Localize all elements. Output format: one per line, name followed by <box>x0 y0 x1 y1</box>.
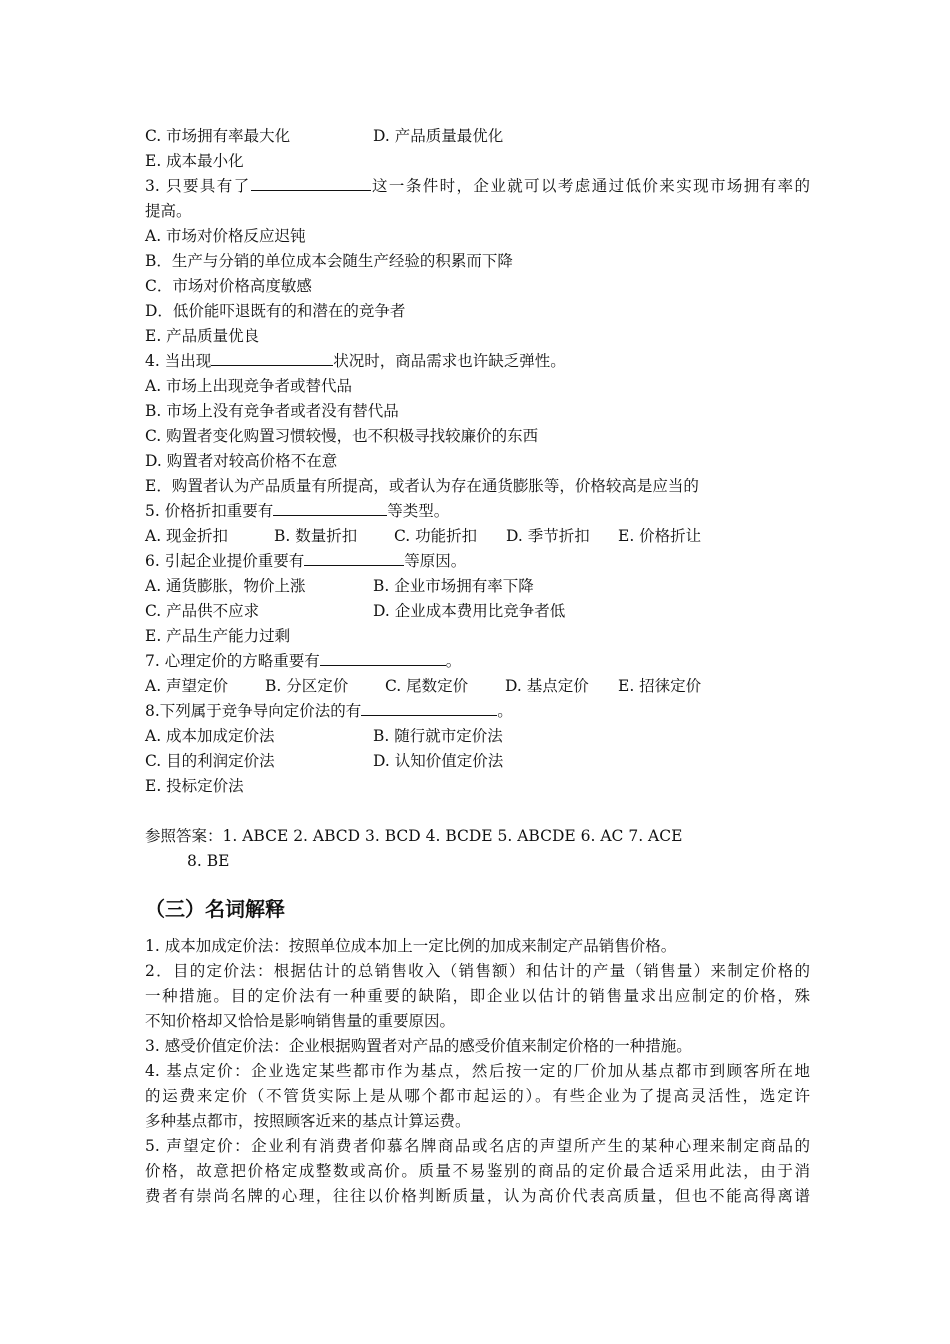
q5-option-d: D. 季节折扣 <box>506 527 590 545</box>
q7-option-b: B. 分区定价 <box>265 677 349 695</box>
definition-line: 多种基点都市，按照顾客近来的基点计算运费。 <box>145 1112 471 1130</box>
q8-options-ab <box>145 724 810 749</box>
definition-line: 的运费来定价（不管货实际上是从哪个都市起运的）。有些企业为了提高灵活性，选定许 <box>145 1087 810 1105</box>
q2-option-c: C. 市场拥有率最大化 <box>145 127 291 145</box>
q7-option-c: C. 尾数定价 <box>385 677 469 695</box>
q6-stem: 6. 引起企业提价重要有 等原因。 <box>145 552 467 570</box>
q5-option-e: E. 价格折让 <box>618 527 702 545</box>
q7-option-e: E. 招徕定价 <box>618 677 702 695</box>
q3-stem: 3. 只要具有了 这一条件时，企业就可以考虑通过低价来实现市场拥有率的 <box>145 177 810 195</box>
q6-options-ab <box>145 574 810 599</box>
q6-option-a: A. 通货膨胀，物价上涨 <box>145 577 306 595</box>
definition-line: 2．目的定价法：根据估计的总销售收入（销售额）和估计的产量（销售量）来制定价格的 <box>145 962 810 980</box>
answer-blank <box>273 500 387 516</box>
definition-line: 5. 声望定价：企业利有消费者仰慕名牌商品或名店的声望所产生的某种心理来制定商品的 <box>145 1137 810 1155</box>
spacer <box>145 799 810 824</box>
q6-option-c: C. 产品供不应求 <box>145 602 260 620</box>
q8-option-a: A. 成本加成定价法 <box>145 727 275 745</box>
q2-option-e: E. 成本最小化 <box>145 152 244 170</box>
q6-option-d: D. 企业成本费用比竞争者低 <box>373 602 566 620</box>
answer-key: 参照答案：1. ABCE 2. ABCD 3. BCD 4. BCDE 5. ABCDE 6. AC 7. ACE <box>145 827 683 845</box>
q5-stem: 5. 价格折扣重要有 等类型。 <box>145 502 450 520</box>
q7-options <box>145 674 810 699</box>
definition-line: 一种措施。目的定价法有一种重要的缺陷，即企业以估计的销售量求出应制定的价格，殊 <box>145 987 810 1005</box>
definition-line: 费者有崇尚名牌的心理，往往以价格判断质量，认为高价代表高质量，但也不能高得离谱 <box>145 1187 810 1205</box>
q6-options-cd <box>145 599 810 624</box>
q5-option-c: C. 功能折扣 <box>394 527 478 545</box>
q2-options-cd <box>145 124 810 149</box>
q5-option-a: A. 现金折扣 <box>145 527 229 545</box>
q7-stem: 7. 心理定价的方略重要有 。 <box>145 652 462 670</box>
q4-option-a: A. 市场上出现竞争者或替代品 <box>145 377 353 395</box>
q3-option-c: C．市场对价格高度敏感 <box>145 277 312 295</box>
answer-blank <box>361 700 497 716</box>
q3-option-b: B．生产与分销的单位成本会随生产经验的积累而下降 <box>145 252 513 270</box>
answer-blank <box>251 175 371 191</box>
q2-option-d: D. 产品质量最优化 <box>373 127 504 145</box>
answer-key-cont: 8. BE <box>187 852 230 870</box>
q7-option-d: D. 基点定价 <box>505 677 589 695</box>
q6-option-b: B. 企业市场拥有率下降 <box>373 577 534 595</box>
q3-stem-cont: 提高。 <box>145 202 192 220</box>
q3-option-e: E. 产品质量优良 <box>145 327 260 345</box>
q8-options-cd <box>145 749 810 774</box>
section-heading: （三）名词解释 <box>145 897 285 921</box>
definition-line: 不知价格却又恰恰是影响销售量的重要原因。 <box>145 1012 456 1030</box>
q8-option-e: E. 投标定价法 <box>145 777 244 795</box>
definition-line: 1. 成本加成定价法：按照单位成本加上一定比例的加成来制定产品销售价格。 <box>145 937 677 955</box>
q4-option-b: B. 市场上没有竞争者或者没有替代品 <box>145 402 399 420</box>
q3-option-a: A. 市场对价格反应迟钝 <box>145 227 306 245</box>
q5-option-b: B. 数量折扣 <box>274 527 358 545</box>
document-body <box>145 124 810 1209</box>
q7-option-a: A. 声望定价 <box>145 677 229 695</box>
q5-options <box>145 524 810 549</box>
q6-option-e: E. 产品生产能力过剩 <box>145 627 291 645</box>
q4-option-d: D. 购置者对较高价格不在意 <box>145 452 338 470</box>
answer-blank <box>320 650 446 666</box>
q4-option-e: E．购置者认为产品质量有所提高，或者认为存在通货膨胀等，价格较高是应当的 <box>145 477 699 495</box>
answer-blank <box>304 550 404 566</box>
q3-option-d: D．低价能吓退既有的和潜在的竞争者 <box>145 302 406 320</box>
answer-blank <box>211 350 333 366</box>
q8-option-d: D. 认知价值定价法 <box>373 752 504 770</box>
q8-option-b: B. 随行就市定价法 <box>373 727 503 745</box>
q4-option-c: C. 购置者变化购置习惯较慢，也不积极寻找较廉价的东西 <box>145 427 539 445</box>
q8-option-c: C. 目的利润定价法 <box>145 752 275 770</box>
q4-stem: 4. 当出现 状况时，商品需求也许缺乏弹性。 <box>145 352 566 370</box>
definition-line: 3. 感受价值定价法：企业根据购置者对产品的感受价值来制定价格的一种措施。 <box>145 1037 692 1055</box>
definition-line: 4. 基点定价：企业选定某些都市作为基点，然后按一定的厂价加从基点都市到顾客所在地 <box>145 1062 810 1080</box>
q8-stem: 8.下列属于竞争导向定价法的有 。 <box>145 702 513 720</box>
definition-line: 价格，故意把价格定成整数或高价。质量不易鉴别的商品的定价最合适采用此法，由于消 <box>145 1162 810 1180</box>
